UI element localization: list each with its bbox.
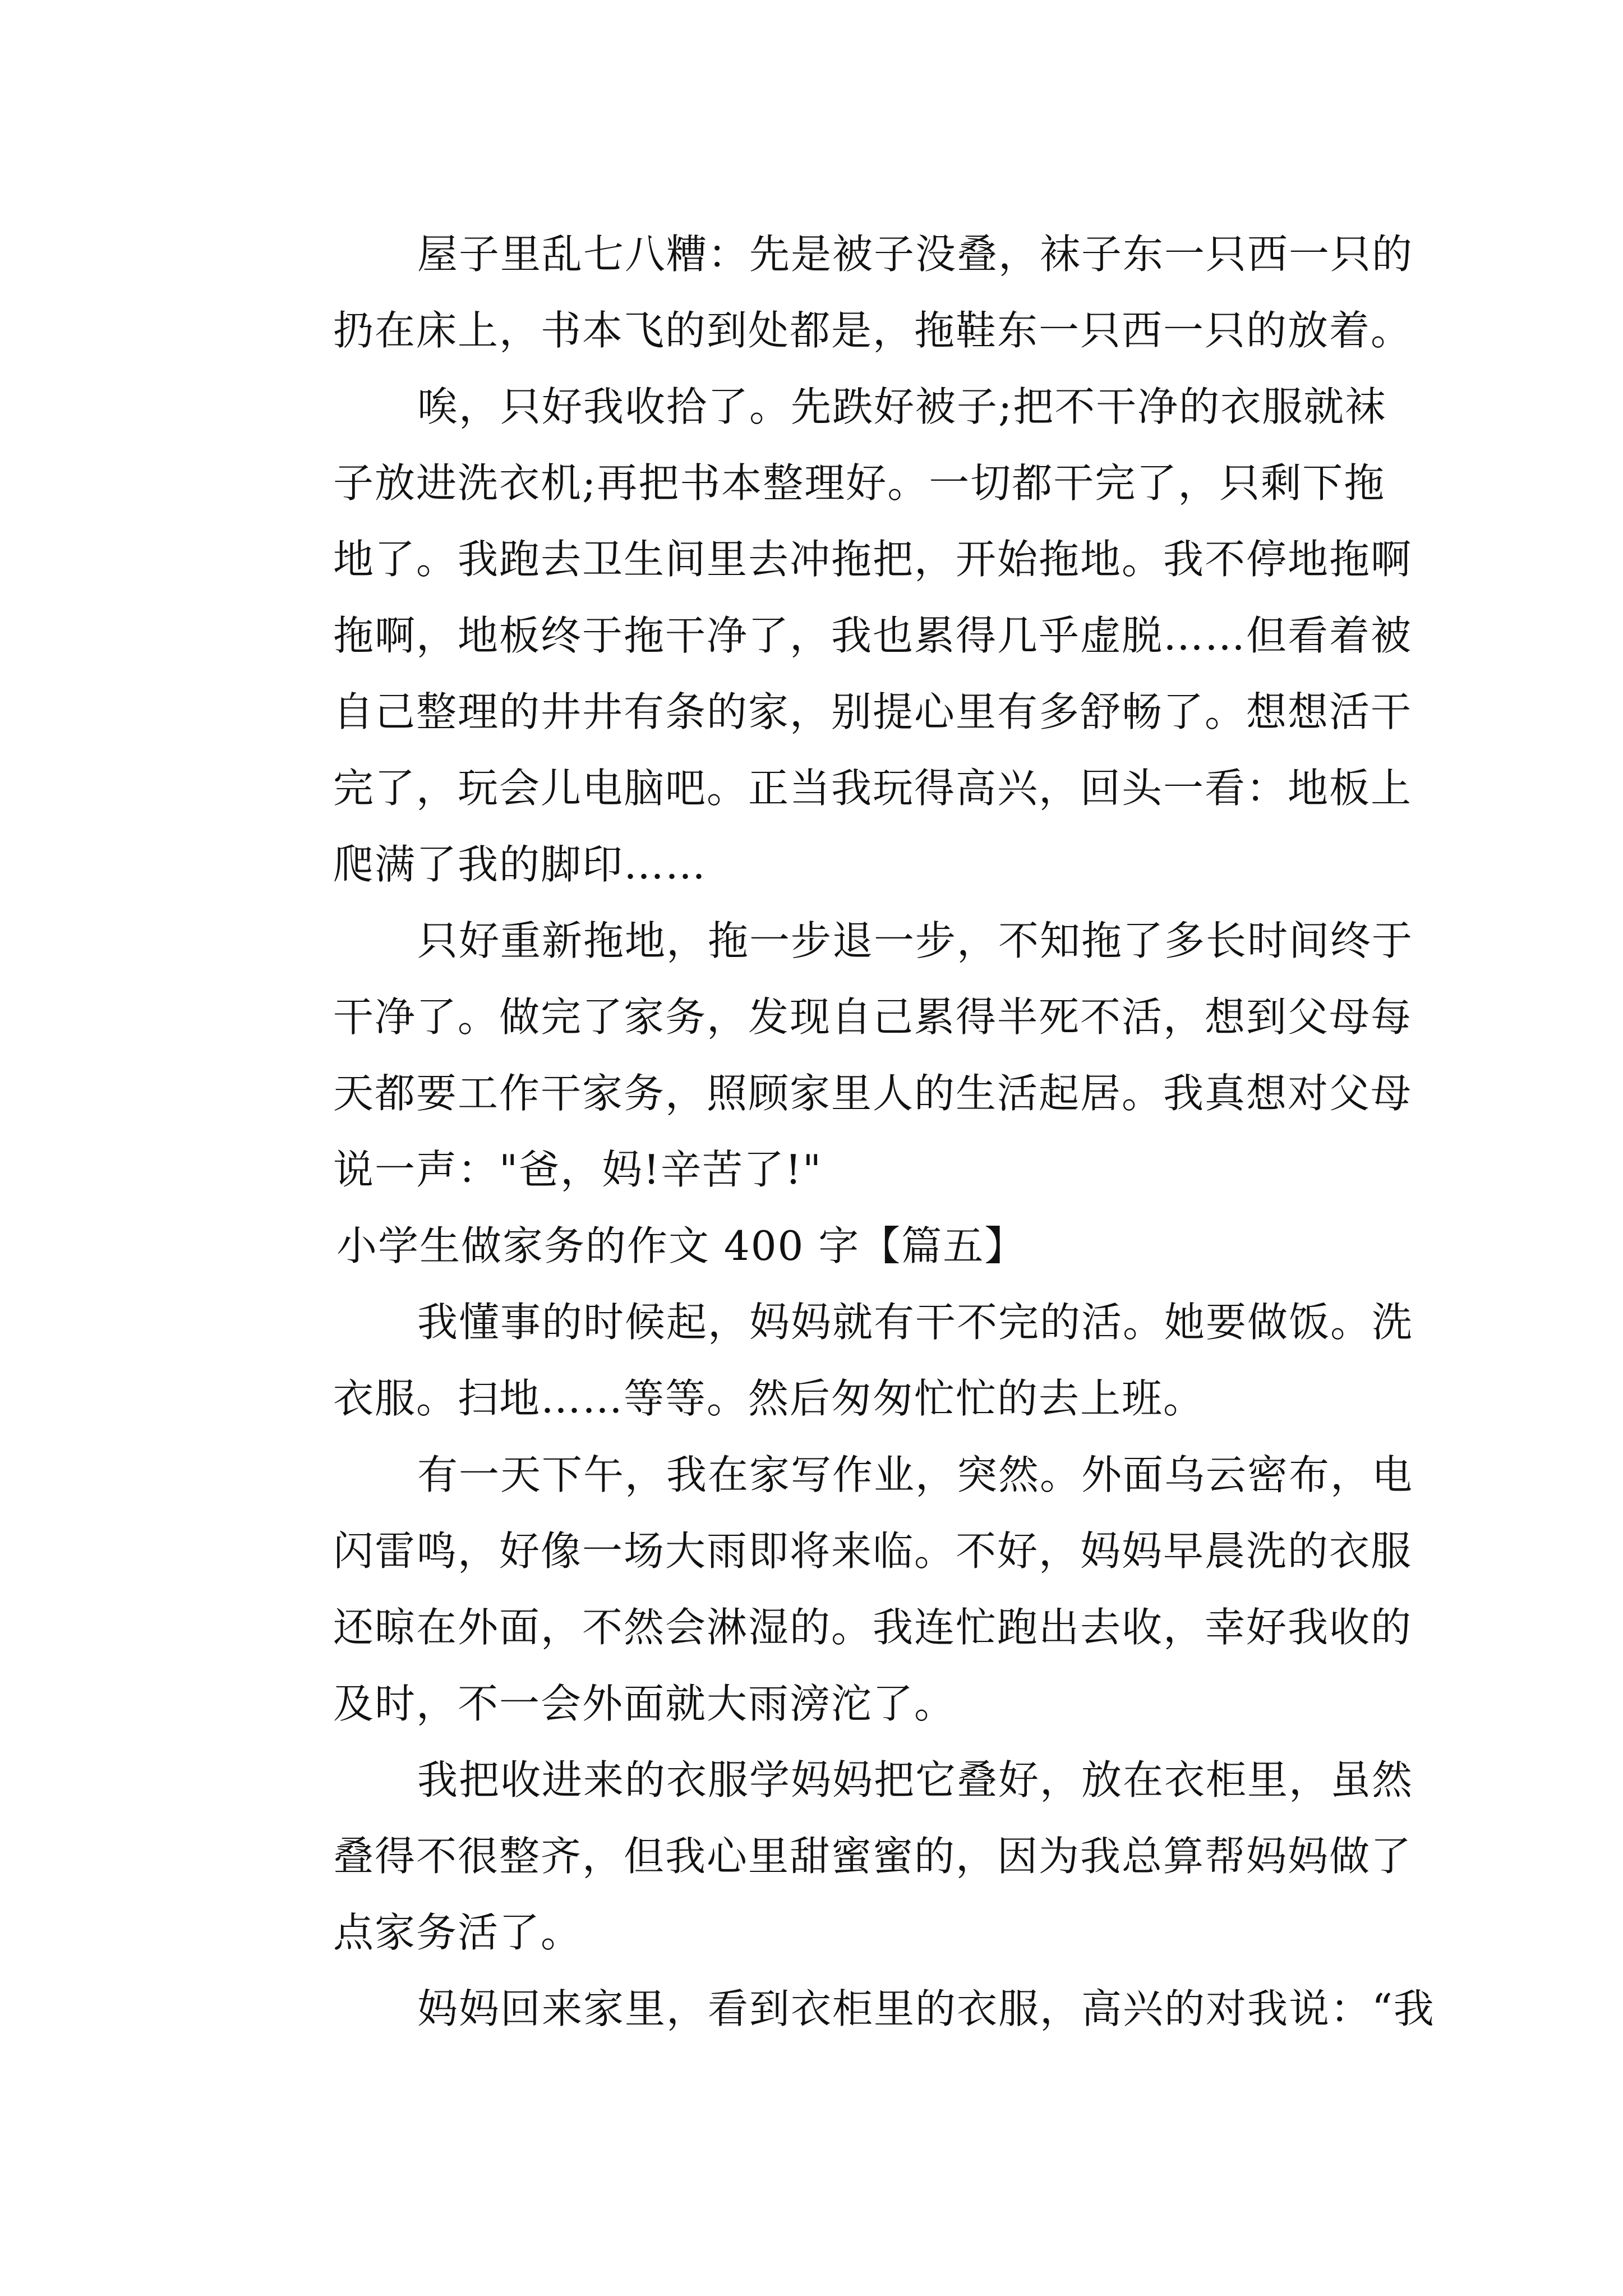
text-line: 点家务活了。 — [333, 1909, 583, 1956]
text-line: 我把收进来的衣服学妈妈把它叠好，放在衣柜里，虽然 — [417, 1756, 1414, 1803]
text-line: 地了。我跑去卫生间里去冲拖把，开始拖地。我不停地拖啊 — [333, 536, 1413, 583]
text-line: 衣服。扫地……等等。然后匆匆忙忙的去上班。 — [333, 1375, 1205, 1422]
text-line: 天都要工作干家务，照顾家里人的生活起居。我真想对父母 — [333, 1070, 1413, 1117]
text-line: 拖啊，地板终于拖干净了，我也累得几乎虚脱……但看着被 — [333, 612, 1413, 659]
paragraph-7 — [252, 1971, 1435, 2047]
text-line: 妈妈回来家里，看到衣柜里的衣服，高兴的对我说：“我 — [417, 1985, 1435, 2032]
text-line: 完了，玩会儿电脑吧。正当我玩得高兴，回头一看：地板上 — [333, 765, 1413, 812]
text-line: 干净了。做完了家务，发现自己累得半死不活，想到父母每 — [333, 993, 1413, 1041]
text-line: 子放进洗衣机;再把书本整理好。一切都干完了，只剩下拖 — [333, 459, 1386, 507]
paragraph-2 — [252, 369, 1413, 903]
paragraph-6 — [252, 1742, 1414, 1971]
text-line: 唉，只好我收拾了。先跌好被子;把不干净的衣服就袜 — [417, 383, 1387, 430]
text-line: 自己整理的井井有条的家，别提心里有多舒畅了。想想活干 — [333, 688, 1413, 735]
text-line: 爬满了我的脚印…… — [333, 841, 707, 888]
paragraph-3 — [252, 903, 1414, 1208]
section-heading: 小学生做家务的作文 400 字【篇五】 — [336, 1222, 1026, 1269]
text-line: 闪雷鸣，好像一场大雨即将来临。不好，妈妈早晨洗的衣服 — [333, 1527, 1413, 1575]
text-line: 叠得不很整齐，但我心里甜蜜蜜的，因为我总算帮妈妈做了 — [333, 1833, 1413, 1880]
text-line: 我懂事的时候起，妈妈就有干不完的活。她要做饭。洗 — [417, 1299, 1414, 1346]
text-line: 扔在床上，书本飞的到处都是，拖鞋东一只西一只的放着。 — [333, 307, 1413, 354]
paragraph-4 — [252, 1284, 1414, 1437]
text-line: 还晾在外面，不然会淋湿的。我连忙跑出去收，幸好我收的 — [333, 1604, 1413, 1651]
paragraph-1 — [252, 216, 1414, 369]
paragraph-5 — [252, 1437, 1414, 1742]
text-line: 有一天下午，我在家写作业，突然。外面乌云密布，电 — [417, 1451, 1414, 1498]
essay-body — [252, 216, 1435, 2047]
text-line: 屋子里乱七八糟：先是被子没叠，袜子东一只西一只的 — [417, 231, 1414, 278]
text-line: 说一声："爸，妈!辛苦了!" — [333, 1146, 823, 1193]
text-line: 只好重新拖地，拖一步退一步，不知拖了多长时间终于 — [417, 917, 1414, 964]
text-line: 及时，不一会外面就大雨滂沱了。 — [333, 1680, 956, 1727]
